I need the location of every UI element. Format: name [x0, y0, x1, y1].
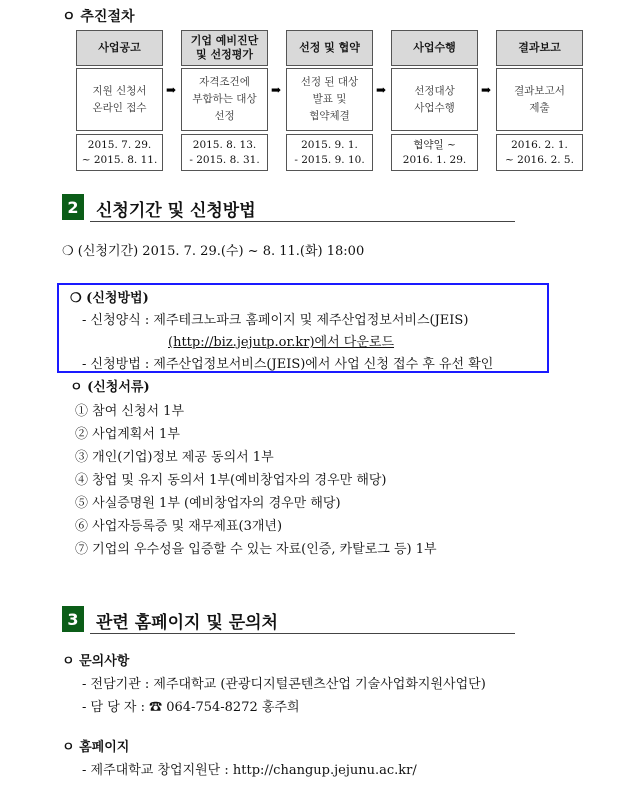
section-title: 신청기간 및 신청방법: [96, 201, 256, 221]
download-link-suffix: 에서 다운로드: [314, 335, 395, 350]
homepage-line: - 제주대학교 창업지원단 : http://changup.jejunu.ac.kr/: [82, 763, 417, 778]
document-item: ⑦ 기업의 우수성을 입증할 수 있는 자료(인증, 카탈로그 등) 1부: [75, 542, 437, 557]
procedure-step: [496, 30, 583, 171]
method-form: - 신청양식 : 제주테크노파크 홈페이지 및 제주산업정보서비스(JEIS): [82, 313, 469, 328]
document-item: ⑥ 사업자등록증 및 재무제표(3개년): [75, 519, 283, 534]
inquiry-title: ㅇ 문의사항: [62, 654, 130, 669]
step-date: 협약일 ~ 2016. 1. 29.: [391, 134, 478, 171]
document-item: ④ 창업 및 유지 동의서 1부(예비창업자의 경우만 해당): [75, 473, 387, 488]
step-description: 선정대상 사업수행: [391, 68, 478, 131]
section-number: 2: [62, 194, 84, 220]
method-apply: - 신청방법 : 제주산업정보서비스(JEIS)에서 사업 신청 접수 후 유선 확인: [82, 357, 494, 372]
step-description: 자격조건에 부합하는 대상 선정: [181, 68, 268, 131]
arrow-right-icon: ➡: [376, 83, 387, 97]
step-title: 결과보고: [496, 30, 583, 66]
documents-title: ㅇ (신청서류): [70, 380, 150, 395]
step-description: 결과보고서 제출: [496, 68, 583, 131]
step-title: 선정 및 협약: [286, 30, 373, 66]
step-title: 사업수행: [391, 30, 478, 66]
arrow-right-icon: ➡: [271, 83, 282, 97]
document-item: ② 사업계획서 1부: [75, 427, 180, 442]
step-date: 2015. 7. 29. ~ 2015. 8. 11.: [76, 134, 163, 171]
step-date: 2016. 2. 1. ~ 2016. 2. 5.: [496, 134, 583, 171]
inquiry-contact: - 담 당 자 : ☎ 064-754-8272 홍주희: [82, 700, 300, 715]
divider: [90, 221, 515, 222]
section-number: 3: [62, 606, 84, 632]
arrow-right-icon: ➡: [166, 83, 177, 97]
procedure-step: [181, 30, 268, 171]
method-title: ❍ (신청방법): [70, 291, 149, 306]
download-link[interactable]: (http://biz.jejutp.or.kr): [168, 335, 315, 350]
inquiry-org: - 전담기관 : 제주대학교 (관광디지털콘텐츠산업 기술사업화지원사업단): [82, 677, 486, 692]
procedure-step: [391, 30, 478, 171]
procedure-step: [76, 30, 163, 171]
section-heading: [62, 606, 515, 636]
step-title: 기업 예비진단 및 선정평가: [181, 30, 268, 66]
step-description: 지원 신청서 온라인 접수: [76, 68, 163, 131]
section-heading: [62, 194, 515, 224]
method-download: [168, 331, 394, 350]
step-title: 사업공고: [76, 30, 163, 66]
procedure-step: [286, 30, 373, 171]
document-item: ⑤ 사실증명원 1부 (예비창업자의 경우만 해당): [75, 496, 341, 511]
step-date: 2015. 9. 1. - 2015. 9. 10.: [286, 134, 373, 171]
homepage-title: ㅇ 홈페이지: [62, 740, 130, 755]
arrow-right-icon: ➡: [481, 83, 492, 97]
application-period: ❍ (신청기간) 2015. 7. 29.(수) ~ 8. 11.(화) 18:00: [62, 244, 365, 259]
section-title: 관련 홈페이지 및 문의처: [96, 613, 278, 633]
procedure-title: ㅇ 추진절차: [62, 9, 135, 25]
step-description: 선정 된 대상 발표 및 협약체결: [286, 68, 373, 131]
document-item: ③ 개인(기업)정보 제공 동의서 1부: [75, 450, 274, 465]
document-item: ① 참여 신청서 1부: [75, 404, 185, 419]
divider: [90, 633, 515, 634]
step-date: 2015. 8. 13. - 2015. 8. 31.: [181, 134, 268, 171]
